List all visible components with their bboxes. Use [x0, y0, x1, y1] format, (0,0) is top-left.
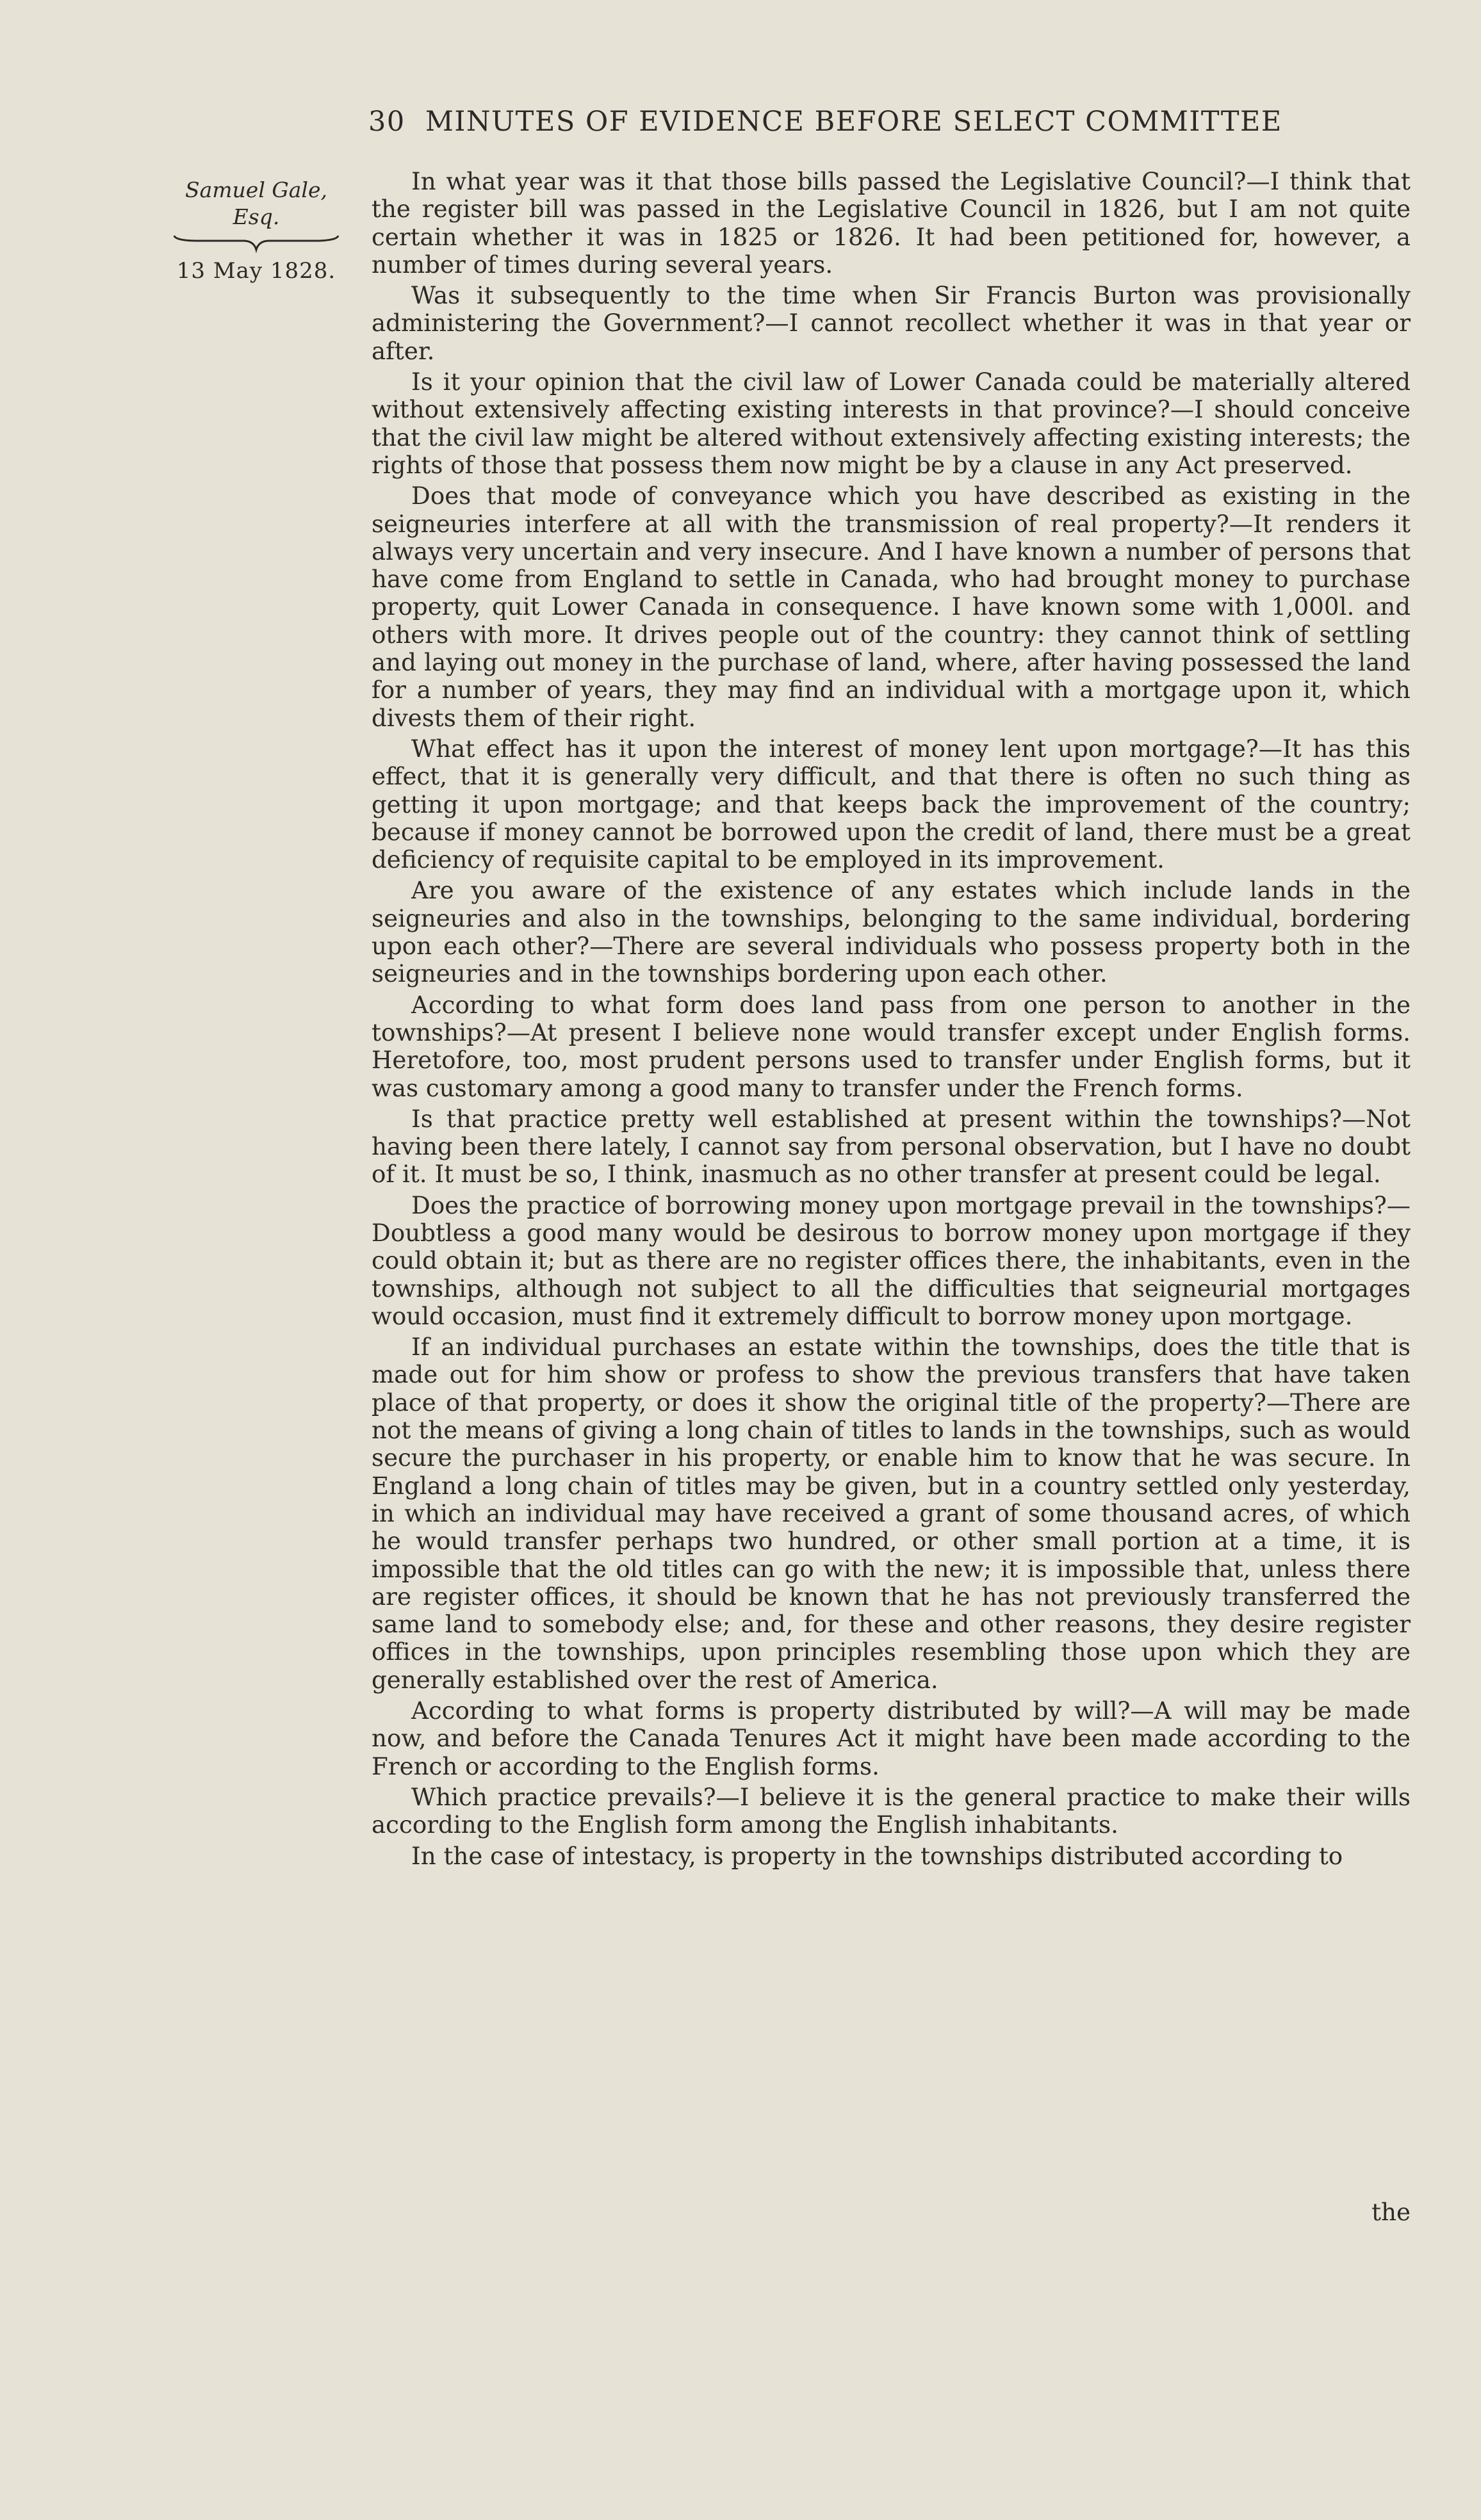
paragraph: Does the practice of borrowing money upon mortgage prevail in the townships?—Doubtless a good many would be desirous to borrow money upon mortgage if they could obtain it; but as there are no register offices there, the inhabitants, even in the townships, although not subject to all the difficulties that seigneurial mortgages would occasion, must find it extremely difficult to borrow money upon mortgage. — [372, 1191, 1411, 1330]
paragraph: Is that practice pretty well established at present within the townships?—Not having been there lately, I cannot say from personal observation, but I have no doubt of it. It must be so, I think, inasmuch as no other transfer at present could be legal. — [372, 1104, 1411, 1189]
paragraph: Was it subsequently to the time when Sir Francis Burton was provisionally administering the Government?—I cannot recollect whether it was in that year or after. — [372, 281, 1411, 365]
paragraph: Is it your opinion that the civil law of Lower Canada could be materially altered without extensively affecting existing interests in that province?—I should conceive that the civil law might be altered without extensively affecting existing interests; the rights of those that possess them now might be by a clause in any Act preserved. — [372, 368, 1411, 479]
page-number: 30 — [368, 106, 405, 138]
brace-icon — [173, 232, 340, 254]
paragraph: In what year was it that those bills passed the Legislative Council?—I think that the register bill was passed in the Legislative Council in 1826, but I am not quite certain whether it was in 1825 or 1826. It had been petitioned for, however, a number of times during several years. — [372, 167, 1411, 279]
testimony-date: 13 May 1828. — [176, 258, 336, 284]
paragraph: If an individual purchases an estate within the townships, does the title that is made out for him show or profess to show the previous transfers that have taken place of that property, or does it show the original title of the property?—There are not the means of giving a long chain of titles to lands in the townships, such as would secure the purchaser in his property, or enable him to know that he was secure. In England a long chain of titles may be given, but in a country settled only yesterday, in which an individual may have received a grant of some thousand acres, of which he would transfer perhaps two hundred, or other small portion at a time, it is impossible that the old titles can go with the new; it is impossible that, unless there are register offices, it should be known that he has not previously transferred the same land to somebody else; and, for these and other reasons, they desire register offices in the townships, upon principles resembling those upon which they are generally established over the rest of America. — [372, 1333, 1411, 1694]
paragraph: According to what form does land pass from one person to another in the townships?—At present I believe none would transfer except under English forms. Heretofore, too, most prudent persons used to transfer under English forms, but it was customary among a good many to transfer under the French forms. — [372, 990, 1411, 1102]
margin-note — [173, 177, 340, 284]
paragraph: What effect has it upon the interest of money lent upon mortgage?—It has this effect, that it is generally very difficult, and that there is often no such thing as getting it upon mortgage; and that keeps back the improvement of the country; because if money cannot be borrowed upon the credit of land, there must be a great deficiency of requisite capital to be employed in its improvement. — [372, 734, 1411, 874]
paragraph: In the case of intestacy, is property in the townships distributed according to — [411, 1841, 1343, 1870]
catchword: the — [1371, 2198, 1411, 2226]
paragraph: According to what forms is property distributed by will?—A will may be made now, and before the Canada Tenures Act it might have been made according to the French or according to the English forms. — [372, 1696, 1411, 1780]
body-text — [372, 168, 1411, 1873]
running-header — [368, 102, 1282, 141]
paragraph: Are you aware of the existence of any estates which include lands in the seigneuries and also in the townships, belonging to the same individual, bordering upon each other?—There are several individuals who possess property both in the seigneuries and in the townships bordering upon each other. — [372, 876, 1411, 988]
page-title: MINUTES OF EVIDENCE BEFORE SELECT COMMITTEE — [425, 106, 1282, 138]
witness-title: Esq. — [233, 204, 280, 229]
paragraph: Which practice prevails?—I believe it is the general practice to make their wills according to the English form among the English inhabitants. — [372, 1782, 1411, 1839]
paragraph: Does that mode of conveyance which you have described as existing in the seigneuries interfere at all with the transmission of real property?—It renders it always very uncertain and very insecure. And I have known a number of persons that have come from England to settle in Canada, who had brought money to purchase property, quit Lower Canada in consequence. I have known some with 1,000l. and others with more. It drives people out of the country: they cannot think of settling and laying out money in the purchase of land, where, after having possessed the land for a number of years, they may find an individual with a mortgage upon it, which divests them of their right. — [372, 482, 1411, 732]
witness-name: Samuel Gale, — [184, 177, 327, 202]
